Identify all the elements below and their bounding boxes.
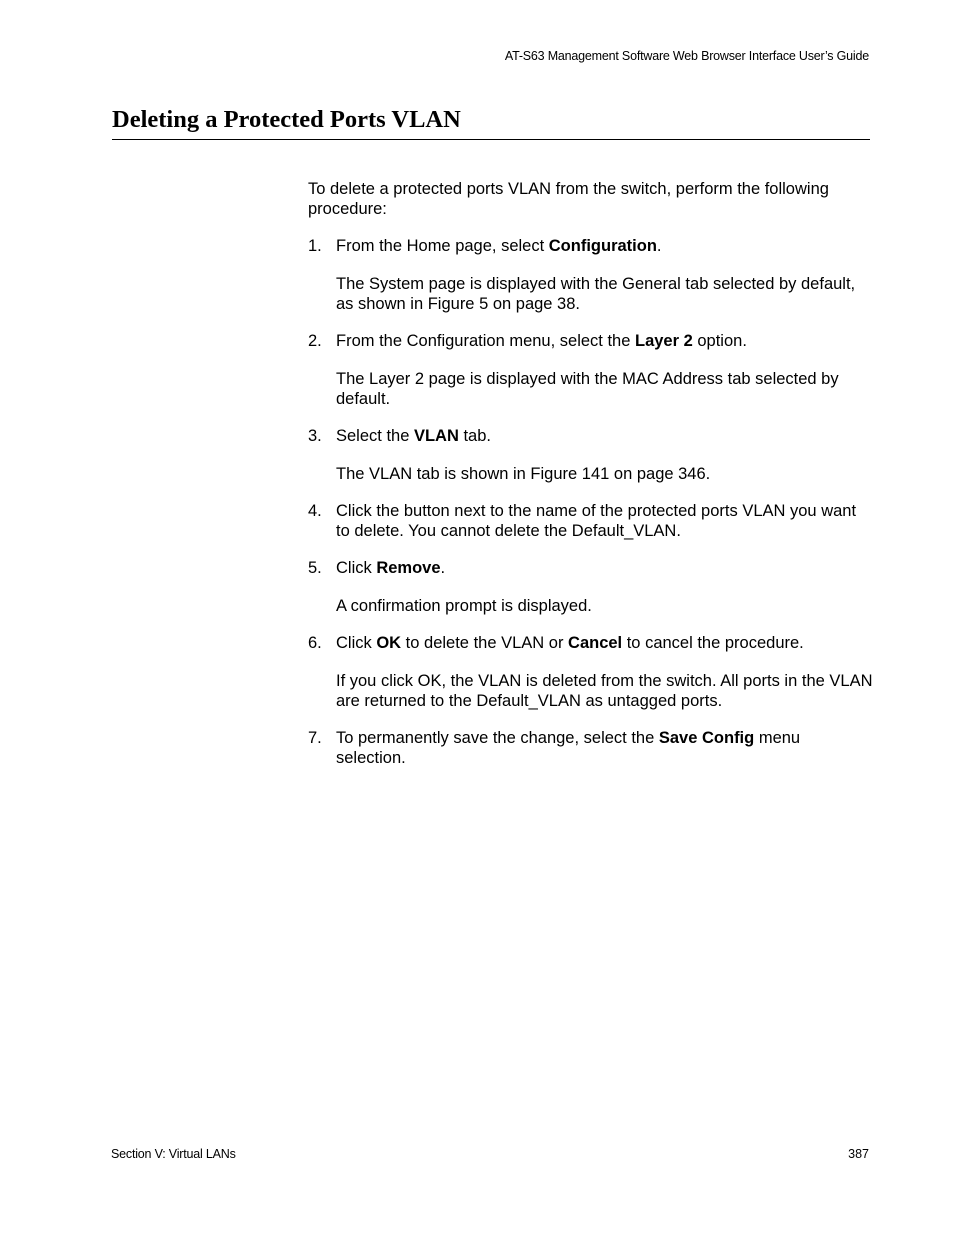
- footer-page-number: 387: [848, 1147, 869, 1161]
- ui-term: Configuration: [548, 237, 657, 255]
- step-number: 6.: [308, 634, 322, 652]
- step-instruction: From the Home page, select Configuration.: [336, 237, 662, 255]
- step-7: [308, 728, 874, 768]
- step-note: The VLAN tab is shown in Figure 141 on page 346.: [336, 465, 711, 483]
- ui-term: Save Config: [658, 729, 755, 747]
- step-content: [336, 501, 874, 541]
- step-3: [308, 426, 874, 484]
- step-content: [336, 558, 874, 616]
- step-note: A confirmation prompt is displayed.: [336, 597, 592, 615]
- ui-term: Layer 2: [634, 332, 693, 350]
- running-header: AT-S63 Management Software Web Browser Interface User’s Guide: [504, 49, 869, 63]
- section-title: Deleting a Protected Ports VLAN: [112, 106, 461, 133]
- title-rule: [112, 139, 870, 140]
- ui-term: Remove: [376, 559, 441, 577]
- step-6: [308, 633, 874, 711]
- step-number: 4.: [308, 502, 322, 520]
- step-number: 1.: [308, 237, 322, 255]
- ui-term: VLAN: [413, 427, 459, 445]
- step-content: [336, 236, 874, 314]
- step-content: [336, 331, 874, 409]
- step-content: [336, 426, 874, 484]
- ui-term: OK: [376, 634, 402, 652]
- step-note: The Layer 2 page is displayed with the MAC Address tab selected by default.: [336, 370, 839, 408]
- step-instruction: Click OK to delete the VLAN or Cancel to cancel the procedure.: [336, 634, 804, 652]
- step-number: 5.: [308, 559, 322, 577]
- step-instruction: To permanently save the change, select the Save Config menu selection.: [336, 729, 801, 767]
- step-note: The System page is displayed with the General tab selected by default, as shown in Figure 5 on page 38.: [336, 275, 856, 313]
- footer-section-label: Section V: Virtual LANs: [111, 1147, 236, 1161]
- ui-term: Cancel: [568, 634, 623, 652]
- step-instruction: From the Configuration menu, select the Layer 2 option.: [336, 332, 747, 350]
- step-content: [336, 633, 874, 711]
- step-number: 2.: [308, 332, 322, 350]
- step-content: [336, 728, 874, 768]
- step-note: If you click OK, the VLAN is deleted from the switch. All ports in the VLAN are returned to the Default_VLAN as untagged ports.: [336, 672, 873, 710]
- step-instruction: Click the button next to the name of the protected ports VLAN you want to delete. You cannot delete the Default_VLAN.: [336, 502, 857, 540]
- step-number: 7.: [308, 729, 322, 747]
- step-2: [308, 331, 874, 409]
- intro-paragraph: To delete a protected ports VLAN from the switch, perform the following procedure:: [308, 180, 829, 218]
- step-instruction: Select the VLAN tab.: [336, 427, 491, 445]
- step-4: [308, 501, 874, 541]
- step-instruction: Click Remove.: [336, 559, 446, 577]
- step-number: 3.: [308, 427, 322, 445]
- body-text: [308, 179, 874, 785]
- step-5: [308, 558, 874, 616]
- step-1: [308, 236, 874, 314]
